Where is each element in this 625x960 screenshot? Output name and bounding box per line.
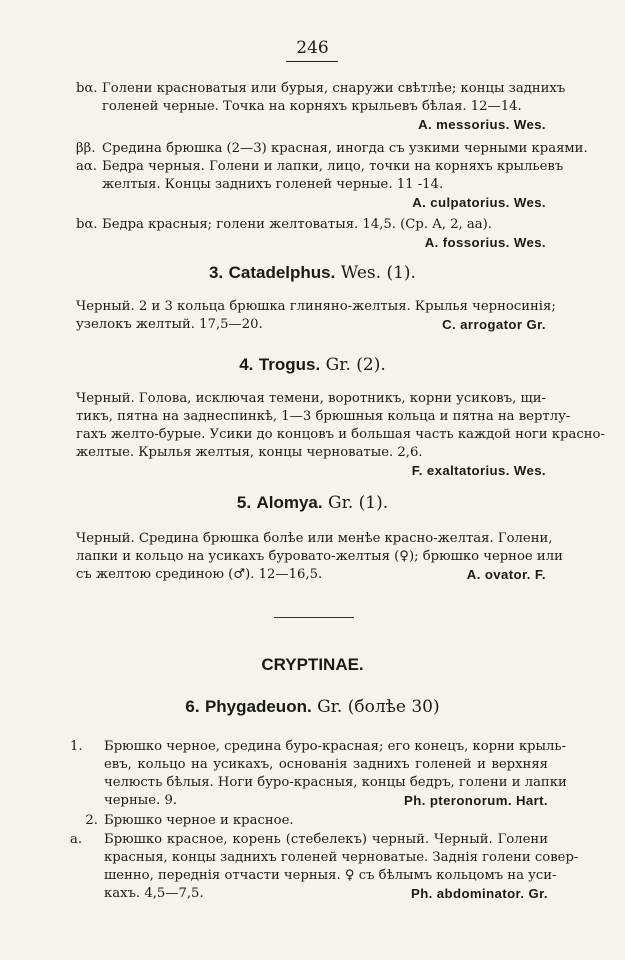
item-number: a. [70, 832, 83, 847]
item-text: кахъ. 4,5—7,5. [104, 886, 204, 901]
key-item-1 [70, 738, 567, 810]
entry-text: Голени красноватыя или бурыя, снаружи свѣтлѣе; концы заднихъ [102, 81, 566, 96]
page-number-rule [286, 61, 338, 62]
genus-heading-5 [0, 493, 625, 513]
description-line: Черный. Голова, исключая темени, воротникъ, корни усиковъ, щи- [76, 391, 546, 406]
genus-author: Gr. (2). [325, 355, 386, 375]
entry-text: Средина брюшка (2—3) красная, иногда съ узкими черными краями. [102, 141, 588, 156]
item-text: челюсть бѣлыя. Ноги буро-красныя, концы бедръ, голени и лапки [104, 775, 567, 790]
item-text: Брюшко черное, средина буро-красная; его конецъ, корни крыль- [104, 739, 567, 754]
description-line: лапки и кольцо на усикахъ буровато-желтыя (♀); брюшко черное или [76, 549, 563, 564]
genus-5-description [76, 530, 563, 584]
item-text: красныя, концы заднихъ голеней черноватые. Заднія голени совер- [104, 850, 579, 865]
subfamily-title: CRYPTINAE. [261, 655, 364, 674]
entry-text: Бедра красныя; голени желтоватыя. 14,5. (Ср. A, 2, aa). [102, 217, 492, 232]
species-name: A. culpatorius. Wes. [412, 195, 546, 210]
entry-mark: bα. [76, 217, 98, 232]
genus-4-description [76, 390, 605, 480]
item-text: шенно, переднія отчасти черныя. ♀ съ бѣлымъ кольцомъ на уси- [104, 868, 557, 883]
entry-text: голеней черные. Точка на корняхъ крыльевъ бѣлая. 12—14. [102, 99, 522, 114]
genus-author: Gr. (болѣе 30) [317, 697, 440, 717]
species-name: A. fossorius. Wes. [424, 235, 546, 250]
key-item-2 [70, 812, 548, 830]
item-text: евъ, кольцо на усикахъ, основанія заднихъ голеней и верхняя [104, 757, 548, 772]
section-separator [274, 617, 354, 618]
item-text: Брюшко черное и красное. [104, 813, 294, 828]
description-line: тикъ, пятна на заднеспинкѣ, 1—3 брюшныя кольца и пятна на вертлу- [76, 409, 571, 424]
description-line: Черный. 2 и 3 кольца брюшка глиняно-желтыя. Крылья черносинія; [76, 299, 556, 314]
key-item-a [70, 831, 579, 903]
description-line: съ желтою срединою (♂). 12—16,5. [76, 567, 323, 582]
species-name: Ph. pteronorum. Hart. [404, 793, 548, 808]
genus-name: Catadelphus. [228, 263, 336, 282]
entry-mark: aα. [76, 159, 97, 174]
species-name: Ph. abdominator. Gr. [411, 886, 548, 901]
key-entry-b-alpha-1 [76, 80, 566, 134]
genus-heading-4 [0, 355, 625, 375]
species-name: A. ovator. F. [466, 567, 546, 582]
species-name: F. exaltatorius. Wes. [411, 463, 546, 478]
genus-number: 6. [185, 697, 200, 716]
genus-name: Phygadeuon. [204, 697, 312, 716]
key-entry-b-alpha-2 [76, 216, 546, 252]
entry-text: желтыя. Концы заднихъ голеней черные. 11 -14. [102, 177, 444, 192]
description-line: узелокъ желтый. 17,5—20. [76, 317, 263, 332]
genus-author: Gr. (1). [328, 493, 389, 513]
entry-mark: ββ. [76, 141, 96, 156]
entry-text: Бедра черныя. Голени и лапки, лицо, точки на корняхъ крыльевъ [102, 159, 564, 174]
genus-author: Wes. (1). [340, 263, 416, 283]
genus-number: 4. [239, 355, 254, 374]
genus-3-description [76, 298, 556, 334]
genus-heading-6 [0, 697, 625, 717]
genus-name: Trogus. [258, 355, 321, 374]
genus-name: Alomya. [256, 493, 323, 512]
description-line: желтые. Крылья желтыя, концы черноватые. 2,6. [76, 445, 423, 460]
item-text: Брюшко красное, корень (стебелекъ) черный. Черный. Голени [104, 832, 548, 847]
description-line: Черный. Средина брюшка болѣе или менѣе красно-желтая. Голени, [76, 531, 553, 546]
item-number: 1. [70, 739, 83, 754]
species-name: C. arrogator Gr. [442, 317, 546, 332]
genus-heading-3 [0, 263, 625, 283]
page-number: 246 [296, 38, 329, 58]
item-text: черные. 9. [104, 793, 178, 808]
genus-number: 5. [236, 493, 252, 512]
genus-number: 3. [209, 263, 224, 282]
description-line: гахъ желто-бурые. Усики до концовъ и большая часть каждой ноги красно- [76, 427, 605, 442]
species-name: A. messorius. Wes. [418, 117, 546, 132]
key-entry-beta [76, 140, 588, 158]
key-entry-a-alpha [76, 158, 564, 212]
item-number: 2. [85, 813, 98, 828]
entry-mark: bα. [76, 81, 98, 96]
